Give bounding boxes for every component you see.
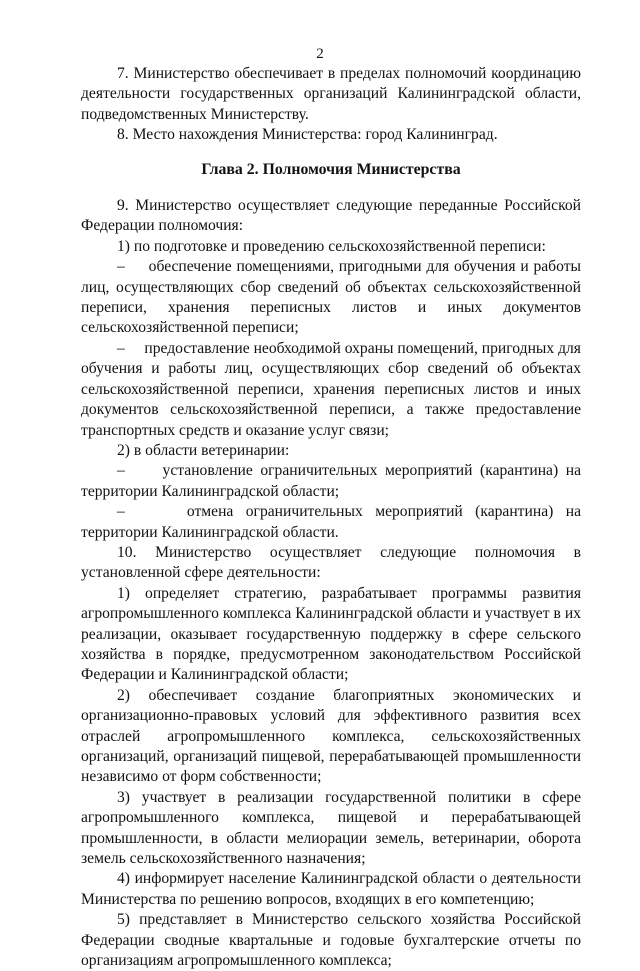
paragraph-9-item-2: 2) в области ветеринарии: [117, 441, 290, 459]
paragraph-9: 9. Министерство осуществляет следующие переданные Российской Федерации полномочия: [81, 197, 581, 235]
page-number: 2 [316, 46, 324, 62]
paragraph-9-item-1: 1) по подготовке и проведению сельскохозяйственной переписи: [117, 237, 546, 255]
paragraph-9-item-1-dash-1: – обеспечение помещениями, пригодными для обучения и работы лиц, осуществляющих сбор сведений об объектах сельскохозяйственной переписи, хранения переписных листов и иных документов сельскохозяйственной переписи; [81, 258, 581, 337]
document-body [81, 64, 581, 971]
paragraph-10: 10. Министерство осуществляет следующие полномочия в установленной сфере деятельности: [81, 543, 581, 582]
chapter-heading: Глава 2. Полномочия Министерства [201, 160, 461, 178]
paragraph-10-item-3: 3) участвует в реализации государственной политики в сфере агропромышленного комплекса, пищевой и перерабатывающей промышленности, в области мелиорации земель, ветеринарии, оборота земель сельскохозяйственного назначения; [81, 788, 581, 868]
paragraph-7: 7. Министерство обеспечивает в пределах полномочий координацию деятельности государственных организаций Калининградской области, подведомственных Министерству. [81, 65, 581, 123]
paragraph-10-item-5: 5) представляет в Министерство сельского хозяйства Российской Федерации сводные квартальные и годовые бухгалтерские отчеты по организациям агропромышленного комплекса; [81, 911, 581, 970]
paragraph-9-item-2-dash-2: – отмена ограничительных мероприятий (карантина) на территории Калининградской области. [81, 503, 581, 541]
paragraph-9-item-1-dash-2: – предоставление необходимой охраны помещений, пригодных для обучения и работы лиц, осуществляющих сбор сведений об объектах сельскохозяйственной переписи, хранения переписных листов и иных документов сельскохозяйственной переписи, а также предоставление транспортных средств и оказание услуг связи; [81, 339, 581, 439]
paragraph-8: 8. Место нахождения Министерства: город Калининград. [117, 126, 498, 144]
paragraph-10-item-2: 2) обеспечивает создание благоприятных экономических и организационно-правовых условий для эффективного развития всех отраслей агропромышленного комплекса, сельскохозяйственных организаций, организаций пищевой, перерабатывающей промышленности независимо от форм собственности; [81, 686, 581, 786]
paragraph-9-item-2-dash-1: – установление ограничительных мероприятий (карантина) на территории Калининградской области; [81, 462, 581, 500]
paragraph-10-item-4: 4) информирует население Калининградской области о деятельности Министерства по решению вопросов, входящих в его компетенцию; [81, 870, 581, 908]
paragraph-10-item-1: 1) определяет стратегию, разрабатывает программы развития агропромышленного комплекса Калининградской области и участвует в их реализации, оказывает государственную поддержку в сфере сельского хозяйства в порядке, предусмотренном законодательством Российской Федерации и Калининградской области; [81, 584, 581, 684]
